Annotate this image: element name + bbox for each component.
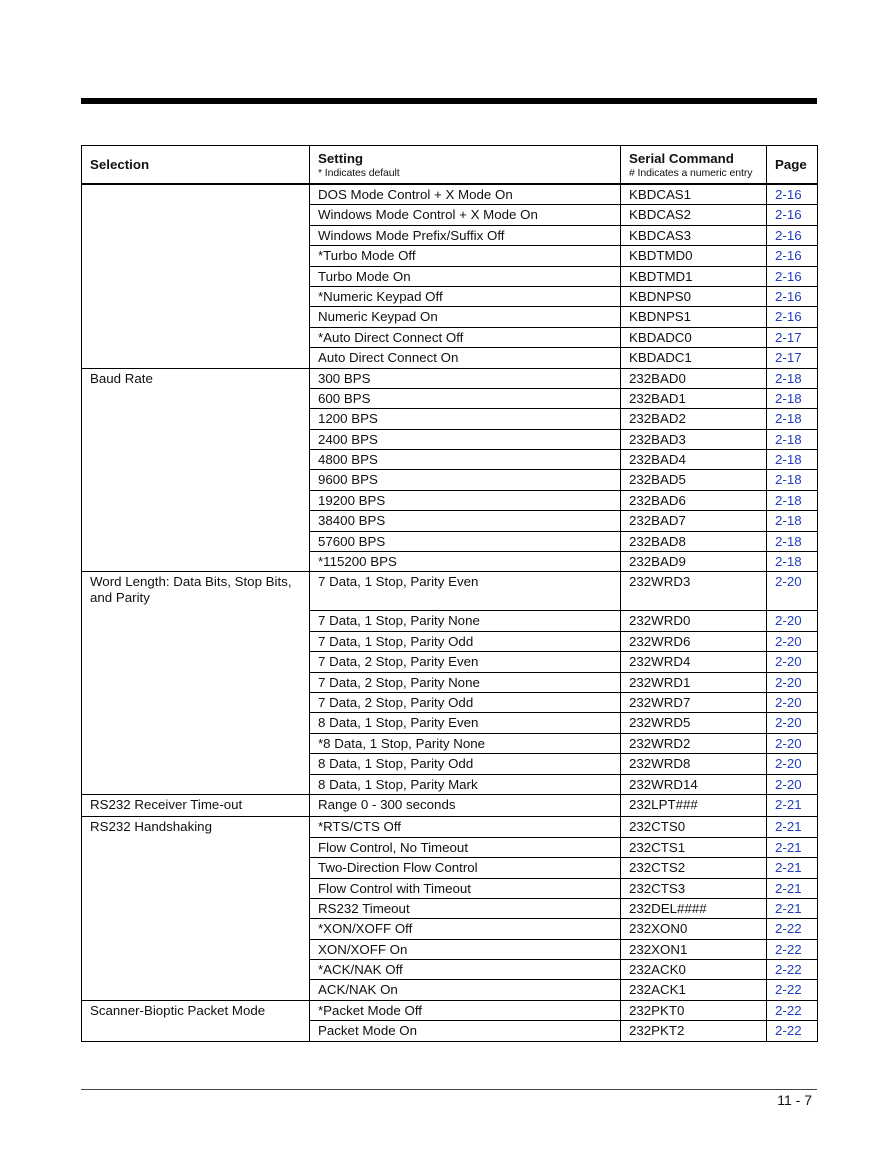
serial-command-cell: KBDTMD1: [621, 266, 767, 286]
serial-command-cell: 232BAD8: [621, 531, 767, 551]
serial-command-cell: 232XON0: [621, 919, 767, 939]
page-link[interactable]: 2-20: [767, 733, 818, 753]
setting-cell: 19200 BPS: [310, 490, 621, 510]
page-link[interactable]: 2-18: [767, 409, 818, 429]
table-body: [82, 184, 818, 1041]
page-link[interactable]: 2-18: [767, 450, 818, 470]
setting-cell: 7 Data, 2 Stop, Parity Even: [310, 652, 621, 672]
page-link[interactable]: 2-16: [767, 266, 818, 286]
setting-cell: *Packet Mode Off: [310, 1000, 621, 1020]
setting-cell: *8 Data, 1 Stop, Parity None: [310, 733, 621, 753]
page-link[interactable]: 2-16: [767, 246, 818, 266]
page-link[interactable]: 2-20: [767, 692, 818, 712]
page-link[interactable]: 2-22: [767, 1021, 818, 1041]
serial-command-cell: KBDCAS3: [621, 225, 767, 245]
selection-cell: RS232 Handshaking: [82, 817, 310, 1001]
serial-command-cell: 232ACK1: [621, 980, 767, 1000]
serial-command-cell: KBDADC0: [621, 327, 767, 347]
selection-cell: Word Length: Data Bits, Stop Bits, and Parity: [82, 572, 310, 795]
setting-cell: *Auto Direct Connect Off: [310, 327, 621, 347]
table-row: [82, 184, 818, 205]
setting-cell: Two-Direction Flow Control: [310, 858, 621, 878]
page-link[interactable]: 2-21: [767, 858, 818, 878]
serial-command-cell: 232ACK0: [621, 960, 767, 980]
serial-command-cell: 232CTS0: [621, 817, 767, 837]
setting-cell: 9600 BPS: [310, 470, 621, 490]
page-link[interactable]: 2-18: [767, 368, 818, 388]
setting-cell: Windows Mode Prefix/Suffix Off: [310, 225, 621, 245]
serial-command-cell: 232WRD7: [621, 692, 767, 712]
page-link[interactable]: 2-18: [767, 388, 818, 408]
serial-command-cell: 232WRD2: [621, 733, 767, 753]
page-link[interactable]: 2-20: [767, 572, 818, 611]
setting-cell: 7 Data, 2 Stop, Parity Odd: [310, 692, 621, 712]
setting-cell: RS232 Timeout: [310, 898, 621, 918]
setting-cell: 38400 BPS: [310, 511, 621, 531]
serial-command-cell: 232BAD6: [621, 490, 767, 510]
serial-command-table-container: [81, 145, 817, 1042]
page-link[interactable]: 2-16: [767, 184, 818, 205]
setting-cell: ACK/NAK On: [310, 980, 621, 1000]
header-row: [82, 146, 818, 185]
serial-command-cell: 232WRD4: [621, 652, 767, 672]
page-link[interactable]: 2-16: [767, 307, 818, 327]
serial-command-cell: 232BAD1: [621, 388, 767, 408]
serial-command-cell: 232WRD8: [621, 754, 767, 774]
table-row: [82, 368, 818, 388]
top-rule: [81, 98, 817, 104]
setting-cell: *RTS/CTS Off: [310, 817, 621, 837]
page-link[interactable]: 2-21: [767, 794, 818, 816]
serial-command-cell: 232BAD0: [621, 368, 767, 388]
header-setting: Setting * Indicates default: [310, 146, 621, 185]
table-header: [82, 146, 818, 185]
page-link[interactable]: 2-20: [767, 631, 818, 651]
page-link[interactable]: 2-21: [767, 817, 818, 837]
page-link[interactable]: 2-22: [767, 919, 818, 939]
setting-cell: *ACK/NAK Off: [310, 960, 621, 980]
page-link[interactable]: 2-16: [767, 205, 818, 225]
setting-cell: *115200 BPS: [310, 552, 621, 572]
header-selection: Selection: [82, 146, 310, 185]
page-link[interactable]: 2-22: [767, 1000, 818, 1020]
bottom-rule: [81, 1089, 817, 1090]
serial-command-cell: 232CTS3: [621, 878, 767, 898]
serial-command-cell: 232BAD9: [621, 552, 767, 572]
selection-cell: Baud Rate: [82, 368, 310, 572]
serial-command-cell: 232WRD14: [621, 774, 767, 794]
page-link[interactable]: 2-17: [767, 348, 818, 368]
serial-command-cell: 232WRD0: [621, 611, 767, 631]
serial-command-cell: KBDCAS2: [621, 205, 767, 225]
header-page: Page: [767, 146, 818, 185]
page-number: 11 - 7: [777, 1092, 812, 1108]
setting-cell: *Numeric Keypad Off: [310, 286, 621, 306]
setting-cell: Flow Control with Timeout: [310, 878, 621, 898]
selection-cell: RS232 Receiver Time-out: [82, 794, 310, 816]
serial-command-cell: 232WRD6: [621, 631, 767, 651]
table-row: [82, 794, 818, 816]
serial-command-cell: 232BAD4: [621, 450, 767, 470]
selection-cell: [82, 184, 310, 368]
selection-cell: Scanner-Bioptic Packet Mode: [82, 1000, 310, 1041]
page-link[interactable]: 2-20: [767, 713, 818, 733]
setting-cell: 8 Data, 1 Stop, Parity Mark: [310, 774, 621, 794]
page-link[interactable]: 2-20: [767, 611, 818, 631]
page-link[interactable]: 2-21: [767, 878, 818, 898]
setting-cell: 4800 BPS: [310, 450, 621, 470]
setting-cell: 57600 BPS: [310, 531, 621, 551]
serial-command-cell: 232BAD2: [621, 409, 767, 429]
page-link[interactable]: 2-18: [767, 511, 818, 531]
serial-command-cell: 232BAD7: [621, 511, 767, 531]
page-link[interactable]: 2-20: [767, 774, 818, 794]
page-link[interactable]: 2-22: [767, 960, 818, 980]
setting-cell: 7 Data, 1 Stop, Parity Even: [310, 572, 621, 611]
serial-command-table: [81, 145, 818, 1042]
serial-command-cell: 232WRD5: [621, 713, 767, 733]
serial-command-cell: KBDADC1: [621, 348, 767, 368]
serial-command-cell: 232WRD3: [621, 572, 767, 611]
table-row: [82, 817, 818, 837]
page-link[interactable]: 2-20: [767, 754, 818, 774]
serial-command-cell: KBDNPS0: [621, 286, 767, 306]
header-serial-note: # Indicates a numeric entry: [629, 166, 753, 179]
setting-cell: *XON/XOFF Off: [310, 919, 621, 939]
setting-cell: 7 Data, 2 Stop, Parity None: [310, 672, 621, 692]
page-link[interactable]: 2-17: [767, 327, 818, 347]
serial-command-cell: 232PKT0: [621, 1000, 767, 1020]
serial-command-cell: 232CTS1: [621, 837, 767, 857]
header-setting-note: * Indicates default: [318, 166, 400, 179]
setting-cell: *Turbo Mode Off: [310, 246, 621, 266]
page-link[interactable]: 2-22: [767, 980, 818, 1000]
table-row: [82, 572, 818, 611]
page-link[interactable]: 2-18: [767, 490, 818, 510]
setting-cell: 1200 BPS: [310, 409, 621, 429]
serial-command-cell: 232WRD1: [621, 672, 767, 692]
setting-cell: Turbo Mode On: [310, 266, 621, 286]
table-row: [82, 1000, 818, 1020]
page-link[interactable]: 2-18: [767, 429, 818, 449]
setting-cell: Flow Control, No Timeout: [310, 837, 621, 857]
serial-command-cell: 232PKT2: [621, 1021, 767, 1041]
serial-command-cell: KBDNPS1: [621, 307, 767, 327]
page-link[interactable]: 2-18: [767, 552, 818, 572]
page-link[interactable]: 2-21: [767, 837, 818, 857]
setting-cell: Windows Mode Control + X Mode On: [310, 205, 621, 225]
serial-command-cell: 232BAD3: [621, 429, 767, 449]
page-link[interactable]: 2-21: [767, 898, 818, 918]
serial-command-cell: KBDTMD0: [621, 246, 767, 266]
setting-cell: DOS Mode Control + X Mode On: [310, 184, 621, 205]
serial-command-cell: 232DEL####: [621, 898, 767, 918]
serial-command-cell: 232BAD5: [621, 470, 767, 490]
setting-cell: XON/XOFF On: [310, 939, 621, 959]
setting-cell: 7 Data, 1 Stop, Parity None: [310, 611, 621, 631]
page-link[interactable]: 2-20: [767, 652, 818, 672]
serial-command-cell: 232XON1: [621, 939, 767, 959]
setting-cell: Numeric Keypad On: [310, 307, 621, 327]
setting-cell: 600 BPS: [310, 388, 621, 408]
setting-cell: 7 Data, 1 Stop, Parity Odd: [310, 631, 621, 651]
serial-command-cell: KBDCAS1: [621, 184, 767, 205]
setting-cell: 8 Data, 1 Stop, Parity Even: [310, 713, 621, 733]
setting-cell: 300 BPS: [310, 368, 621, 388]
page-link[interactable]: 2-18: [767, 531, 818, 551]
page-link[interactable]: 2-16: [767, 286, 818, 306]
serial-command-cell: 232LPT###: [621, 794, 767, 816]
setting-cell: 8 Data, 1 Stop, Parity Odd: [310, 754, 621, 774]
page-link[interactable]: 2-22: [767, 939, 818, 959]
setting-cell: Auto Direct Connect On: [310, 348, 621, 368]
setting-cell: Range 0 - 300 seconds: [310, 794, 621, 816]
page-link[interactable]: 2-20: [767, 672, 818, 692]
setting-cell: Packet Mode On: [310, 1021, 621, 1041]
page-link[interactable]: 2-18: [767, 470, 818, 490]
page-link[interactable]: 2-16: [767, 225, 818, 245]
header-serial-command: Serial Command # Indicates a numeric entry: [621, 146, 767, 185]
setting-cell: 2400 BPS: [310, 429, 621, 449]
serial-command-cell: 232CTS2: [621, 858, 767, 878]
